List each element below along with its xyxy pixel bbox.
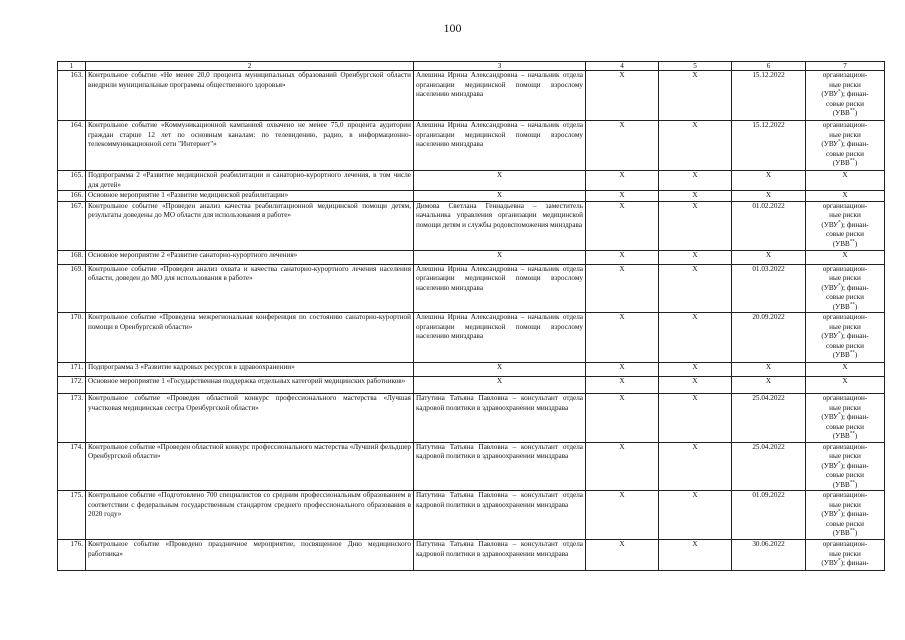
risk-line: организацион-	[822, 491, 868, 500]
column-header: 1	[58, 62, 86, 71]
risk-description	[806, 121, 885, 171]
risk-footnote-mark: *	[838, 331, 841, 337]
risk-line: организацион-	[822, 121, 868, 129]
column-4-value: X	[586, 201, 659, 250]
deadline-date: X	[732, 377, 806, 394]
column-4-value: X	[586, 121, 659, 171]
column-5-value: X	[659, 491, 732, 540]
event-description: Основное мероприятие 2 «Развитие санаторно-курортного лечения»	[86, 250, 414, 264]
risk-footnote-mark: *	[838, 461, 841, 467]
row-number: 176.	[58, 540, 86, 571]
risk-line: ); финан-	[840, 510, 869, 519]
event-description: Контрольное событие «Проведен анализ качества реабилитационной медицинской помощи детям, результаты доведены до МО области для использования в работе»	[86, 201, 414, 250]
risk-line: ные риски	[829, 130, 861, 139]
risk-line: совые риски	[826, 149, 864, 158]
risk-line: организацион-	[822, 201, 868, 210]
deadline-date: X	[732, 171, 806, 191]
risk-line: ); финан-	[840, 332, 869, 341]
event-description: Контрольное событие «Проведено праздничное мероприятие, посвященное Дню медицинского работника»	[86, 540, 414, 571]
responsible-person: X	[414, 363, 586, 377]
risk-line: ные риски	[829, 211, 861, 220]
deadline-date: 30.06.2022	[732, 540, 806, 571]
risk-line: совые риски	[826, 422, 864, 431]
risk-line: ные риски	[829, 80, 861, 89]
risk-line: (УВУ	[821, 283, 839, 292]
risk-line: (УВВ	[832, 529, 850, 538]
column-4-value: X	[586, 313, 659, 363]
risk-line: организацион-	[822, 442, 868, 451]
risk-footnote-mark: *	[838, 558, 841, 564]
row-number: 167.	[58, 201, 86, 250]
risk-line: )	[854, 239, 858, 248]
deadline-date: 15.12.2022	[732, 121, 806, 171]
risk-line: (УВУ	[821, 461, 839, 470]
table-row	[58, 250, 885, 264]
event-description: Контрольное событие «Проведена межрегиональная конференция по состоянию санаторно-курортной помощи в Оренбургской области»	[86, 313, 414, 363]
event-description: Подпрограмма 2 «Развитие медицинской реабилитации и санаторно-курортного лечения, в том числе для детей»	[86, 171, 414, 191]
column-5-value: X	[659, 250, 732, 264]
risk-line: организацион-	[822, 264, 868, 273]
deadline-date: 25.04.2022	[732, 442, 806, 491]
responsible-person: X	[414, 171, 586, 191]
row-number: 166.	[58, 191, 86, 202]
risk-line: (УВУ	[821, 140, 839, 148]
responsible-person: Димова Светлана Геннадьевна – заместитель начальника управления организации медицинской помощи детям и службы родовспоможения минздрава	[414, 201, 586, 250]
risk-line: ); финан-	[840, 140, 869, 148]
responsible-person: Алешина Ирина Александровна – начальник отдела организации медицинской помощи взрослому населению минздрава	[414, 313, 586, 363]
event-description: Контрольное событие «Проведен областной конкурс профессионального мастерства «Лучший фельдшер Оренбургской области»	[86, 442, 414, 491]
page-number: 100	[443, 21, 462, 35]
risk-description	[806, 264, 885, 313]
column-4-value: X	[586, 264, 659, 313]
column-5-value: X	[659, 377, 732, 394]
responsible-person: Алешина Ирина Александровна – начальник отдела организации медицинской помощи взрослому населению минздрава	[414, 264, 586, 313]
deadline-date: 01.03.2022	[732, 264, 806, 313]
risk-line: ные риски	[829, 500, 861, 509]
risk-value: X	[806, 250, 885, 264]
deadline-date: 01.09.2022	[732, 491, 806, 540]
risk-line: организацион-	[822, 540, 868, 549]
deadline-date: X	[732, 363, 806, 377]
risk-line: организацион-	[822, 394, 868, 403]
column-4-value: X	[586, 171, 659, 191]
risk-line: ); финан-	[840, 220, 869, 229]
event-description: Подпрограмма 3 «Развитие кадровых ресурсов в здравоохранении»	[86, 363, 414, 377]
risk-footnote-mark: **	[849, 302, 855, 308]
event-description: Основное мероприятие 1 «Государственная поддержка отдельных категорий медицинских работников»	[86, 377, 414, 394]
row-number: 175.	[58, 491, 86, 540]
risk-line: )	[854, 109, 858, 117]
table-row	[58, 191, 885, 202]
table-row	[58, 363, 885, 377]
risk-line: ные риски	[829, 322, 861, 331]
risk-line: ); финан-	[840, 461, 869, 470]
table-row	[58, 540, 885, 571]
table-row	[58, 264, 885, 313]
column-5-value: X	[659, 201, 732, 250]
column-4-value: X	[586, 540, 659, 571]
events-table	[57, 61, 885, 571]
responsible-person: X	[414, 191, 586, 202]
column-header: 3	[414, 62, 586, 71]
risk-description	[806, 491, 885, 540]
risk-line: ); финан-	[840, 90, 869, 98]
risk-line: (УВВ	[832, 302, 850, 311]
risk-line: совые риски	[826, 230, 864, 239]
risk-description	[806, 201, 885, 250]
risk-line: (УВУ	[821, 510, 839, 519]
column-5-value: X	[659, 540, 732, 571]
deadline-date: 15.12.2022	[732, 71, 806, 121]
risk-line: (УВВ	[832, 159, 850, 167]
risk-line: )	[854, 432, 858, 441]
risk-line: совые риски	[826, 519, 864, 528]
risk-footnote-mark: *	[838, 283, 841, 289]
risk-line: (УВВ	[832, 239, 850, 248]
column-4-value: X	[586, 442, 659, 491]
column-4-value: X	[586, 377, 659, 394]
risk-line: ); финан-	[840, 413, 869, 422]
risk-line: )	[854, 351, 858, 360]
table-row	[58, 121, 885, 171]
risk-footnote-mark: **	[849, 350, 855, 356]
risk-line: совые риски	[826, 99, 864, 108]
risk-value: X	[806, 377, 885, 394]
column-4-value: X	[586, 250, 659, 264]
event-description: Контрольное событие «Не менее 20,0 процента муниципальных образований Оренбургской области внедрили муниципальные программы общественного здоровья»	[86, 71, 414, 121]
risk-description	[806, 442, 885, 491]
column-5-value: X	[659, 313, 732, 363]
risk-description	[806, 540, 885, 571]
table-row	[58, 71, 885, 121]
risk-footnote-mark: *	[838, 220, 841, 226]
responsible-person: Патутина Татьяна Павловна – консультант отдела кадровой политики в здравоохранении минздрава	[414, 491, 586, 540]
risk-line: организацион-	[822, 313, 868, 322]
risk-line: (УВВ	[832, 480, 850, 489]
column-header: 2	[86, 62, 414, 71]
row-number: 163.	[58, 71, 86, 121]
event-description: Основное мероприятие 1 «Развитие медицинской реабилитации»	[86, 191, 414, 202]
responsible-person: X	[414, 377, 586, 394]
column-header: 5	[659, 62, 732, 71]
risk-description	[806, 394, 885, 443]
responsible-person: Алешина Ирина Александровна – начальник отдела организации медицинской помощи взрослому населению минздрава	[414, 121, 586, 171]
event-description: Контрольное событие «Проведен областной конкурс профессионального мастерства «Лучшая участковая медицинская сестра Оренбургской области»	[86, 394, 414, 443]
risk-line: )	[854, 480, 858, 489]
row-number: 168.	[58, 250, 86, 264]
row-number: 170.	[58, 313, 86, 363]
column-5-value: X	[659, 264, 732, 313]
row-number: 165.	[58, 171, 86, 191]
table-row	[58, 491, 885, 540]
risk-line: ); финан-	[840, 559, 869, 568]
deadline-date: 25.04.2022	[732, 394, 806, 443]
risk-footnote-mark: **	[849, 108, 855, 114]
event-description: Контрольное событие «Коммуникационной кампанией охвачено не менее 75,0 процента аудитории граждан старше 12 лет по основным каналам: по телевидению, радио, в информационно-телекоммуникационной сети "Интернет"»	[86, 121, 414, 171]
risk-value: X	[806, 171, 885, 191]
table-row	[58, 201, 885, 250]
column-5-value: X	[659, 394, 732, 443]
deadline-date: 01.02.2022	[732, 201, 806, 250]
risk-line: )	[854, 529, 858, 538]
risk-line: ные риски	[829, 274, 861, 283]
responsible-person: Патутина Татьяна Павловна – консультант отдела кадровой политики в здравоохранении минздрава	[414, 540, 586, 571]
risk-line: совые риски	[826, 341, 864, 350]
column-number-row	[58, 62, 885, 71]
risk-description	[806, 71, 885, 121]
risk-line: (УВВ	[832, 109, 850, 117]
row-number: 164.	[58, 121, 86, 171]
responsible-person: X	[414, 250, 586, 264]
risk-line: организацион-	[822, 71, 868, 79]
table-row	[58, 442, 885, 491]
risk-line: (УВУ	[821, 220, 839, 229]
risk-footnote-mark: **	[849, 239, 855, 245]
deadline-date: 20.09.2022	[732, 313, 806, 363]
column-5-value: X	[659, 442, 732, 491]
column-4-value: X	[586, 363, 659, 377]
table-row	[58, 377, 885, 394]
table-row	[58, 171, 885, 191]
column-5-value: X	[659, 121, 732, 171]
risk-value: X	[806, 363, 885, 377]
column-4-value: X	[586, 491, 659, 540]
risk-footnote-mark: *	[838, 89, 841, 95]
risk-line: (УВУ	[821, 332, 839, 341]
column-5-value: X	[659, 191, 732, 202]
risk-line: (УВУ	[821, 413, 839, 422]
risk-line: ные риски	[829, 403, 861, 412]
risk-footnote-mark: *	[838, 412, 841, 418]
risk-line: ные риски	[829, 549, 861, 558]
column-header: 6	[732, 62, 806, 71]
risk-line: )	[854, 159, 858, 167]
responsible-person: Патутина Татьяна Павловна – консультант отдела кадровой политики в здравоохранении минздрава	[414, 442, 586, 491]
risk-line: (УВУ	[821, 559, 839, 568]
row-number: 171.	[58, 363, 86, 377]
column-4-value: X	[586, 71, 659, 121]
event-description: Контрольное событие «Подготовлено 700 специалистов со средним профессиональным образованием в соответствии с федеральным государственным стандартом среднего профессионального образования в 2020 году»	[86, 491, 414, 540]
risk-footnote-mark: **	[849, 158, 855, 164]
risk-value: X	[806, 191, 885, 202]
row-number: 174.	[58, 442, 86, 491]
risk-footnote-mark: **	[849, 480, 855, 486]
deadline-date: X	[732, 250, 806, 264]
responsible-person: Патутина Татьяна Павловна – консультант отдела кадровой политики в здравоохранении минздрава	[414, 394, 586, 443]
column-4-value: X	[586, 394, 659, 443]
column-header: 7	[806, 62, 885, 71]
risk-line: ); финан-	[840, 283, 869, 292]
column-5-value: X	[659, 71, 732, 121]
column-4-value: X	[586, 191, 659, 202]
row-number: 172.	[58, 377, 86, 394]
risk-footnote-mark: **	[849, 528, 855, 534]
risk-line: (УВВ	[832, 351, 850, 360]
event-description: Контрольное событие «Проведен анализ охвата и качества санаторно-курортного лечения населения области, доведен до МО для использования в работе»	[86, 264, 414, 313]
risk-footnote-mark: *	[838, 139, 841, 145]
risk-line: (УВУ	[821, 90, 839, 98]
risk-footnote-mark: **	[849, 431, 855, 437]
deadline-date: X	[732, 191, 806, 202]
column-header: 4	[586, 62, 659, 71]
risk-footnote-mark: *	[838, 509, 841, 515]
table-row	[58, 394, 885, 443]
column-5-value: X	[659, 171, 732, 191]
risk-line: )	[854, 302, 858, 311]
table-row	[58, 313, 885, 363]
row-number: 173.	[58, 394, 86, 443]
risk-description	[806, 313, 885, 363]
row-number: 169.	[58, 264, 86, 313]
risk-line: совые риски	[826, 293, 864, 302]
risk-line: совые риски	[826, 471, 864, 480]
column-5-value: X	[659, 363, 732, 377]
risk-line: ные риски	[829, 452, 861, 461]
responsible-person: Алешина Ирина Александровна – начальник отдела организации медицинской помощи взрослому населению минздрава	[414, 71, 586, 121]
risk-line: (УВВ	[832, 432, 850, 441]
